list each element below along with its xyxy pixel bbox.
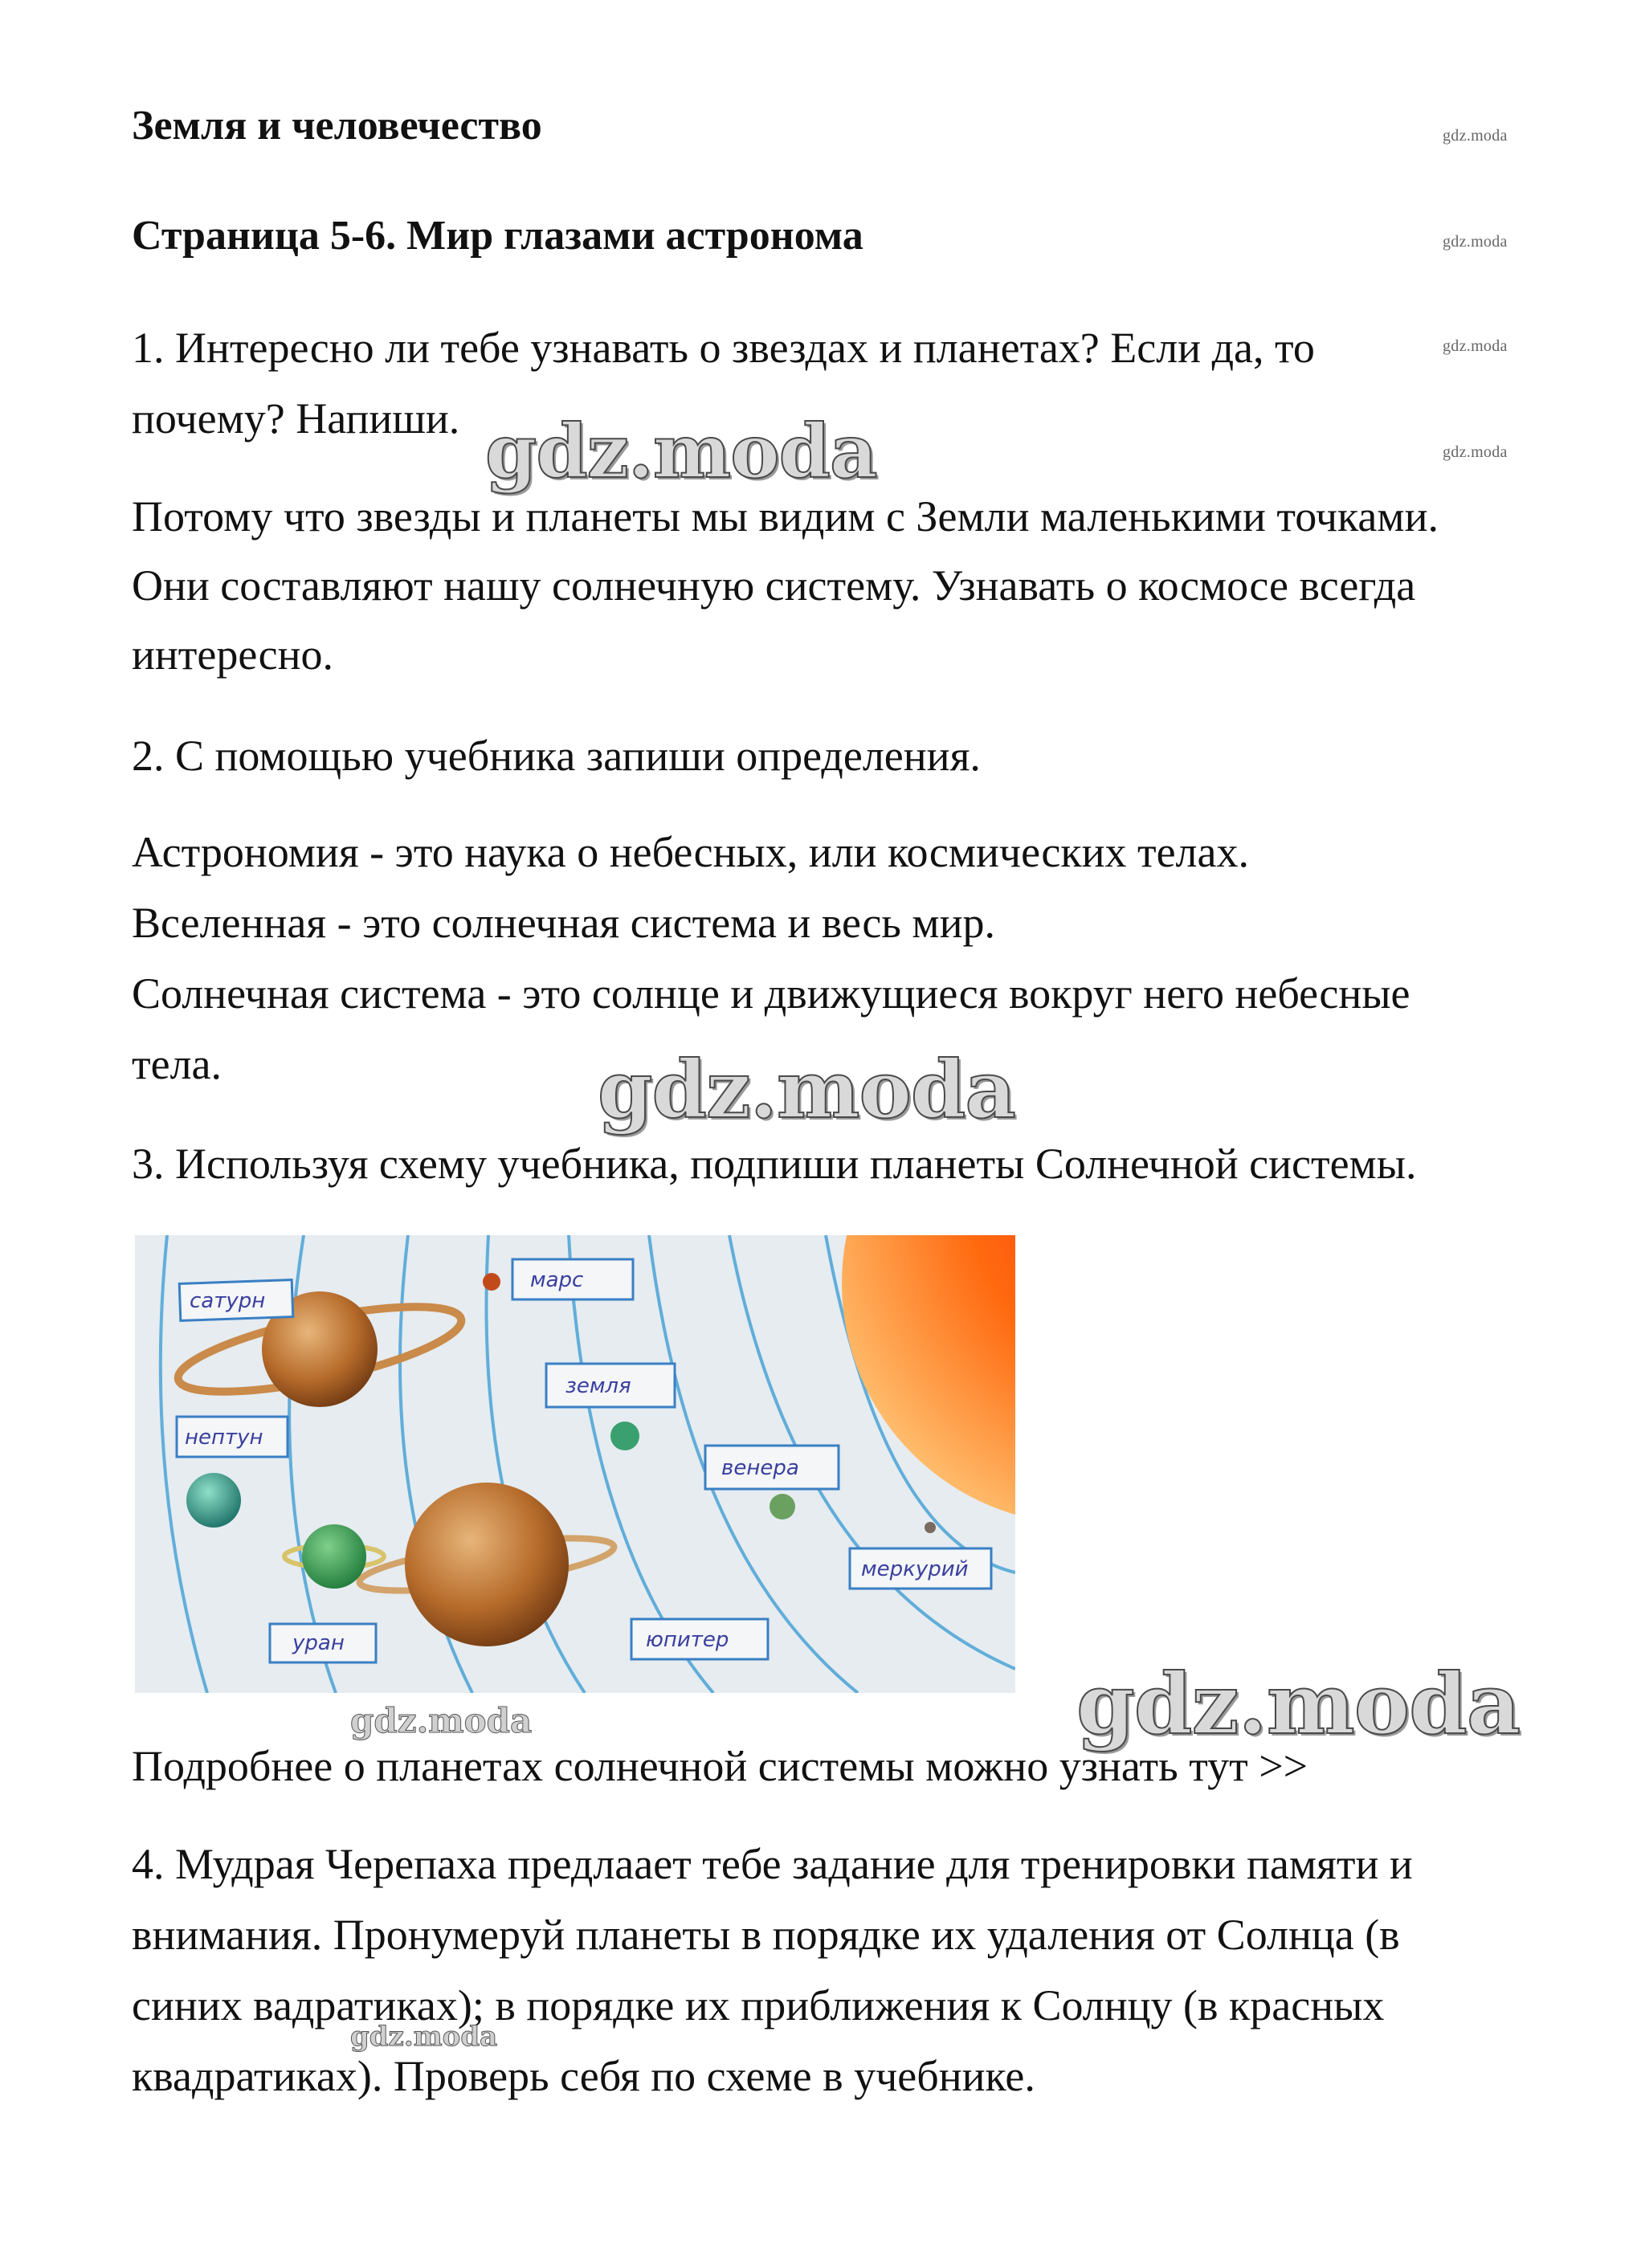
definition-line: Астрономия - это наука о небесных, или космических телах.: [132, 828, 1249, 876]
earth-planet: [610, 1422, 639, 1450]
solar-system-image: [135, 1235, 1015, 1693]
image-label-jupiter: юпитер: [646, 1628, 729, 1652]
image-label-mars: марс: [530, 1268, 584, 1292]
watermark-large: gdz.moda: [485, 408, 877, 495]
image-label-neptune: нептун: [185, 1426, 263, 1450]
watermark-large: gdz.moda: [1076, 1654, 1521, 1753]
watermark-small: gdz.moda: [1443, 127, 1508, 145]
task4-line: внимания. Пронумеруй планеты в порядке их удаления от Солнца (в: [132, 1911, 1400, 1959]
task4-line: квадратиках). Проверь себя по схеме в учебнике.: [132, 2052, 1035, 2100]
task1-question-line1: 1. Интересно ли тебе узнавать о звездах и планетах? Если да, то: [132, 324, 1315, 372]
neptune-planet: [186, 1473, 241, 1528]
task3-question: 3. Используя схему учебника, подпиши планеты Солнечной системы.: [132, 1140, 1417, 1188]
section-title: Земля и человечество: [132, 103, 542, 149]
more-info-link[interactable]: Подробнее о планетах солнечной системы можно узнать тут >>: [132, 1742, 1308, 1790]
image-label-venus: венера: [721, 1456, 799, 1480]
watermark-medium: gdz.moda: [350, 2021, 498, 2053]
solar-system-diagram: [135, 1235, 1015, 1693]
definition-line: Вселенная - это солнечная система и весь мир.: [132, 899, 995, 947]
definition-line: тела.: [132, 1040, 222, 1088]
task4-line: синих вадратиках); в порядке их приближения к Солнцу (в красных: [132, 1981, 1385, 2029]
page-title: Страница 5-6. Мир глазами астронома: [132, 213, 863, 259]
task2-question: 2. С помощью учебника запиши определения.: [132, 732, 981, 780]
task4-line: 4. Мудрая Черепаха предлаает тебе задание для тренировки памяти и: [132, 1840, 1413, 1888]
definition-line: Солнечная система - это солнце и движущиеся вокруг него небесные: [132, 969, 1410, 1018]
mars-planet: [483, 1273, 500, 1291]
image-label-earth: земля: [565, 1374, 631, 1398]
task1-question-line2: почему? Напиши.: [132, 394, 460, 443]
task1-answer-line: Потому что звезды и планеты мы видим с Земли маленькими точками.: [132, 492, 1439, 540]
image-label-uranus: уран: [292, 1631, 345, 1655]
watermark-large: gdz.moda: [598, 1044, 1015, 1136]
watermark-small: gdz.moda: [1443, 233, 1508, 251]
mercury-planet: [925, 1522, 936, 1533]
image-label-saturn: сатурн: [190, 1289, 266, 1313]
watermark-small: gdz.moda: [1443, 337, 1508, 355]
watermark-medium: gdz.moda: [350, 1701, 533, 1740]
task1-answer-line: Они составляют нашу солнечную систему. Узнавать о космосе всегда: [132, 561, 1416, 610]
image-label-mercury: меркурий: [861, 1557, 969, 1581]
task1-answer-line: интересно.: [132, 630, 334, 679]
venus-planet: [770, 1494, 795, 1519]
watermark-small: gdz.moda: [1443, 443, 1508, 461]
